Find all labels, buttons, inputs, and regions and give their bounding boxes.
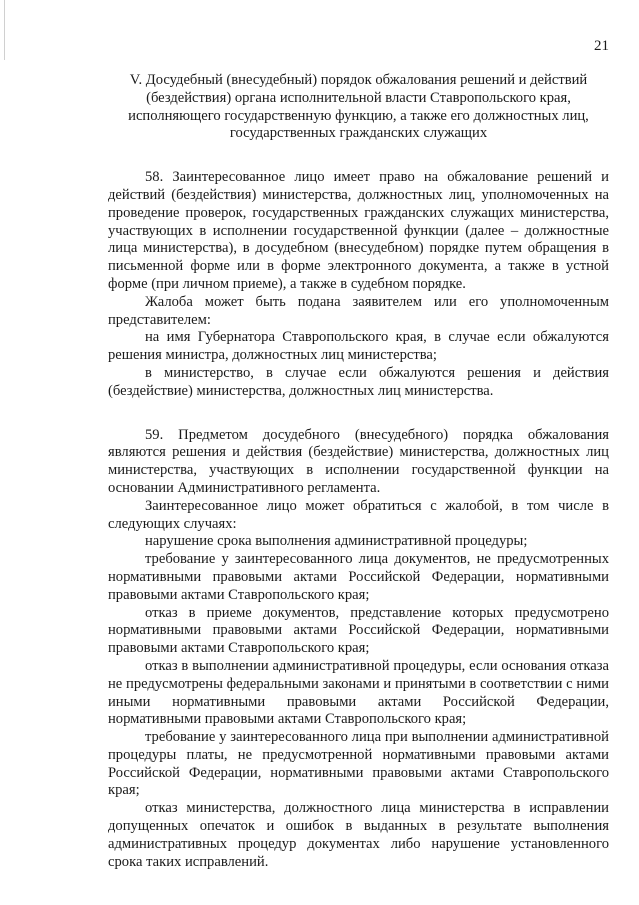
case-refusal-corrections: отказ министерства, должностного лица министерства в исправлении допущенных опечаток и ошибок в выданных в результате выполнения административных процедур документах либо нарушение установленного срока таких исправлений. [108, 800, 609, 870]
paragraph-59: 59. Предметом досудебного (внесудебного) порядка обжалования являются решения и действия (бездействие) министерства, должностных лиц министерства, участвующих в исполнении государственной функции на основании Административного регламента. [108, 426, 609, 496]
paragraph-gap [108, 401, 609, 427]
section-heading: V. Досудебный (внесудебный) порядок обжалования решений и действий (бездействия) органа исполнительной власти Ставропольского края, исполняющего государственную функцию, а также его должностных лиц, государственных гражданских служащих [128, 72, 589, 142]
scan-edge-line [4, 0, 5, 60]
case-deadline-violation: нарушение срока выполнения административной процедуры; [145, 533, 528, 550]
paragraph-complaint-filer: Жалоба может быть подана заявителем или его уполномоченным представителем: [108, 293, 609, 328]
case-payment-demand: требование у заинтересованного лица при выполнении административной процедуры платы, не предусмотренной нормативными правовыми актами Российской Федерации, нормативными правовыми актами Ставропольского края; [108, 729, 609, 799]
page-content [108, 72, 609, 871]
paragraph-block-59 [108, 427, 609, 872]
case-extra-documents: требование у заинтересованного лица документов, не предусмотренных нормативными правовыми актами Российской Федерации, нормативными правовыми актами Ставропольского края; [108, 551, 609, 603]
paragraph-58: 58. Заинтересованное лицо имеет право на обжалование решений и действий (бездействия) министерства, должностных лиц, уполномоченных на проведение проверок, государственных гражданских служащих министерства, участвующих в исполнении государственной функции (далее – должностные лица министерства), в досудебном (внесудебном) порядке путем обращения в письменной форме или в форме электронного документа, а также в устной форме (при личном приеме), а также в судебном порядке. [108, 169, 609, 292]
paragraph-to-ministry: в министерство, в случае если обжалуются решения и действия (бездействие) министерства, должностных лиц министерства. [108, 364, 609, 399]
paragraph-to-governor: на имя Губернатора Ставропольского края, в случае если обжалуются решения министра, должностных лиц министерства; [108, 329, 609, 364]
case-refusal-acceptance: отказ в приеме документов, представление которых предусмотрено нормативными правовыми актами Российской Федерации, нормативными правовыми актами Ставропольского края; [108, 604, 609, 657]
paragraph-complaint-cases: Заинтересованное лицо может обратиться с жалобой, в том числе в следующих случаях: [108, 497, 609, 532]
page-number: 21 [594, 38, 609, 54]
case-refusal-procedure: отказ в выполнении административной процедуры, если основания отказа не предусмотрены федеральными законами и принятыми в соответствии с ними иными нормативными правовыми актами Российской Федерации, нормативными правовыми актами Ставропольского края; [108, 657, 609, 728]
paragraph-block-58 [108, 169, 609, 400]
